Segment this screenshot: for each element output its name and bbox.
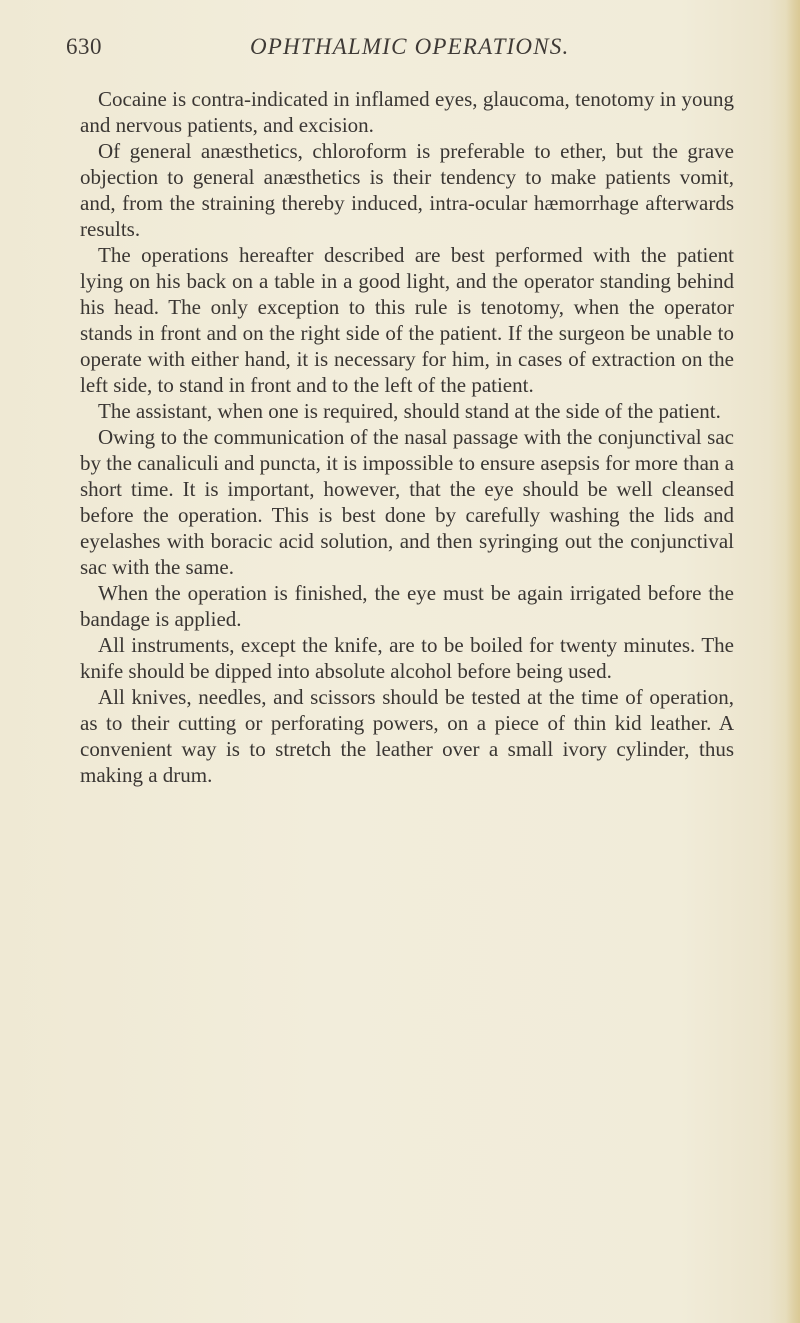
paragraph-cocaine: Cocaine is contra-indicated in inflamed eyes, glaucoma, tenotomy in young and nervous patients, and excision. <box>80 87 734 137</box>
page-number: 630 <box>66 34 102 59</box>
running-header <box>66 30 766 70</box>
paragraph-irrigation: When the operation is finished, the eye must be again irrigated before the bandage is applied. <box>80 581 734 631</box>
paragraph-asepsis: Owing to the communication of the nasal passage with the conjunctival sac by the canaliculi and puncta, it is impossible to ensure asepsis for more than a short time. It is important, however, that the eye should be well cleansed before the operation. This is best done by carefully washing the lids and eyelashes with boracic acid solution, and then syringing out the conjunctival sac with the same. <box>80 425 734 579</box>
page-edge-shadow <box>786 0 800 1323</box>
paragraph-assistant: The assistant, when one is required, should stand at the side of the patient. <box>98 399 721 423</box>
paragraph-general-anaesthetics: Of general anæsthetics, chloroform is preferable to ether, but the grave objection to general anæsthetics is their tendency to make patients vomit, and, from the straining thereby induced, intra-ocular hæmorrhage afterwards results. <box>80 139 734 241</box>
paragraph-operating-position: The operations hereafter described are best performed with the patient lying on his back on a table in a good light, and the operator standing behind his head. The only exception to this rule is tenotomy, when the operator stands in front and on the right side of the patient. If the surgeon be unable to operate with either hand, it is necessary for him, in cases of extraction on the left side, to stand in front and to the left of the patient. <box>80 243 734 397</box>
paragraph-instruments-tested: All knives, needles, and scissors should be tested at the time of operation, as to their cutting or perforating powers, on a piece of thin kid leather. A convenient way is to stretch the leather over a small ivory cylinder, thus making a drum. <box>80 685 734 787</box>
body-text <box>80 86 734 788</box>
paragraph-instruments-boiled: All instruments, except the knife, are to be boiled for twenty minutes. The knife should be dipped into absolute alcohol before being used. <box>80 633 734 683</box>
running-title: OPHTHALMIC OPERATIONS. <box>250 34 570 59</box>
